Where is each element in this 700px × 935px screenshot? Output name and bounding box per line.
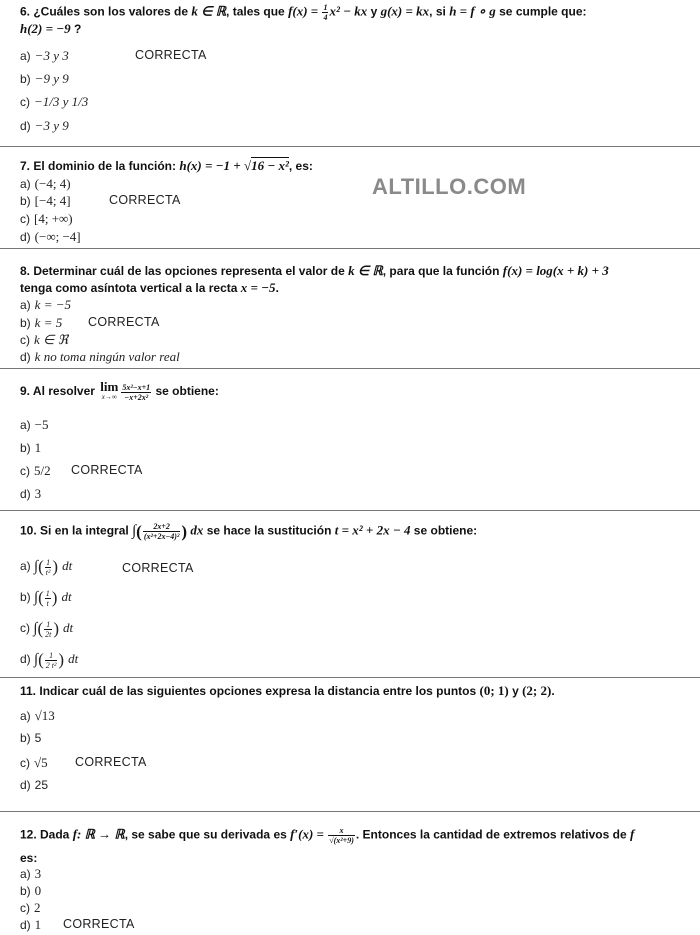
q8-option-c: c) k ∈ ℜ	[20, 332, 69, 347]
q12-option-d: d) 1	[20, 917, 42, 932]
question-10-title: 10. Si en la integral ∫( $\frac{2x+2}{\text{(x²+2x−4)²}}$ ) dx se hace la sustitución t = x² + 2x − 4 se obtiene:	[20, 522, 478, 541]
fraction: $\frac{\text{5x²−x+1}}{\text{−x+2x²}}$	[122, 382, 151, 402]
limit-expression: lim x→∞	[100, 379, 119, 401]
q11-option-c: c) √5	[20, 755, 48, 770]
q7-correct-mark: CORRECTA	[109, 193, 181, 207]
q6-option-a: a) −3 y 3	[20, 48, 69, 63]
divider	[0, 146, 700, 147]
q6-correct-mark: CORRECTA	[135, 48, 207, 62]
q11-correct-mark: CORRECTA	[75, 755, 147, 769]
q8-option-d: d) k no toma ningún valor real	[20, 349, 180, 364]
q8-option-a: a) k = −5	[20, 297, 71, 312]
q11-option-b: b) 5	[20, 731, 42, 745]
question-7-title: 7. El dominio de la función: h(x) = −1 + √16 − x², es:	[20, 158, 313, 173]
q7-option-c: c) [4; +∞)	[20, 211, 73, 226]
q12-option-a: a) 3	[20, 866, 42, 881]
q9-option-c: c) 5/2	[20, 463, 51, 478]
question-12-title-line2: es:	[20, 851, 38, 865]
watermark-altillo: ALTILLO.COM	[372, 174, 527, 199]
q12-correct-mark: CORRECTA	[63, 917, 135, 931]
q11-option-d: d) 25	[20, 778, 49, 792]
question-12-title: 12. Dada f: ℝ → ℝ, se sabe que su derivada es f′(x) = $\frac{x}{\text{√(x²+9)}}$ . Entonces la cantidad de extremos relativos de f	[20, 826, 635, 845]
question-9-title: 9. Al resolver lim x→∞ $\frac{\text{5x²−x+1}}{\text{−x+2x²}}$ se obtiene:	[20, 379, 219, 402]
divider	[0, 510, 700, 511]
integral-sign: ∫	[132, 523, 137, 539]
q7-option-b: b) [−4; 4]	[20, 193, 71, 208]
q8-correct-mark: CORRECTA	[88, 315, 160, 329]
q10-option-d: d) ∫( $\frac{1}{\text{2 t²}}$ ) dt	[20, 650, 79, 670]
q12-option-b: b) 0	[20, 883, 42, 898]
fraction: $\frac{x}{\text{√(x²+9)}}$	[329, 826, 354, 845]
q10-correct-mark: CORRECTA	[122, 561, 194, 575]
divider	[0, 811, 700, 812]
fraction: $\frac{1}{4}$	[323, 3, 328, 22]
q7-option-a: a) (−4; 4)	[20, 176, 71, 191]
question-8-title-line2: tenga como asíntota vertical a la recta x = −5.	[20, 280, 279, 295]
q6-option-c: c) −1/3 y 1/3	[20, 94, 89, 109]
q8-option-b: b) k = 5	[20, 315, 63, 330]
q10-option-b: b) ∫( $\frac{1}{t}$ ) dt	[20, 588, 72, 608]
q9-option-b: b) 1	[20, 440, 42, 455]
divider	[0, 677, 700, 678]
q9-correct-mark: CORRECTA	[71, 463, 143, 477]
q6-option-d: d) −3 y 9	[20, 118, 69, 133]
q10-option-a: a) ∫( $\frac{1}{\text{t²}}$ ) dt	[20, 557, 73, 577]
q7-option-d: d) (−∞; −4]	[20, 229, 81, 244]
question-8-title: 8. Determinar cuál de las opciones representa el valor de k ∈ ℝ, para que la función f(x) = log(x + k) + 3	[20, 263, 609, 278]
question-6-title-line2: h(2) = −9 ?	[20, 21, 82, 36]
fraction: $\frac{2x+2}{\text{(x²+2x−4)²}}$	[143, 522, 180, 541]
math-k-real: k ∈ ℝ	[191, 3, 227, 19]
question-6-title: 6. ¿Cuáles son los valores de k ∈ ℝ, tales que f(x) = $\frac{1}{4}$ x² − kx y g(x) = kx, si h = f ∘ g se cumple que:	[20, 3, 587, 22]
divider	[0, 368, 700, 369]
q6-option-b: b) −9 y 9	[20, 71, 69, 86]
q11-option-a: a) √13	[20, 708, 55, 723]
q9-option-d: d) 3	[20, 486, 42, 501]
q9-option-a: a) −5	[20, 417, 49, 432]
question-11-title: 11. Indicar cuál de las siguientes opciones expresa la distancia entre los puntos (0; 1) y (2; 2).	[20, 683, 555, 698]
divider	[0, 248, 700, 249]
q10-option-c: c) ∫( $\frac{1}{2t}$ ) dt	[20, 619, 74, 639]
q12-option-c: c) 2	[20, 900, 41, 915]
